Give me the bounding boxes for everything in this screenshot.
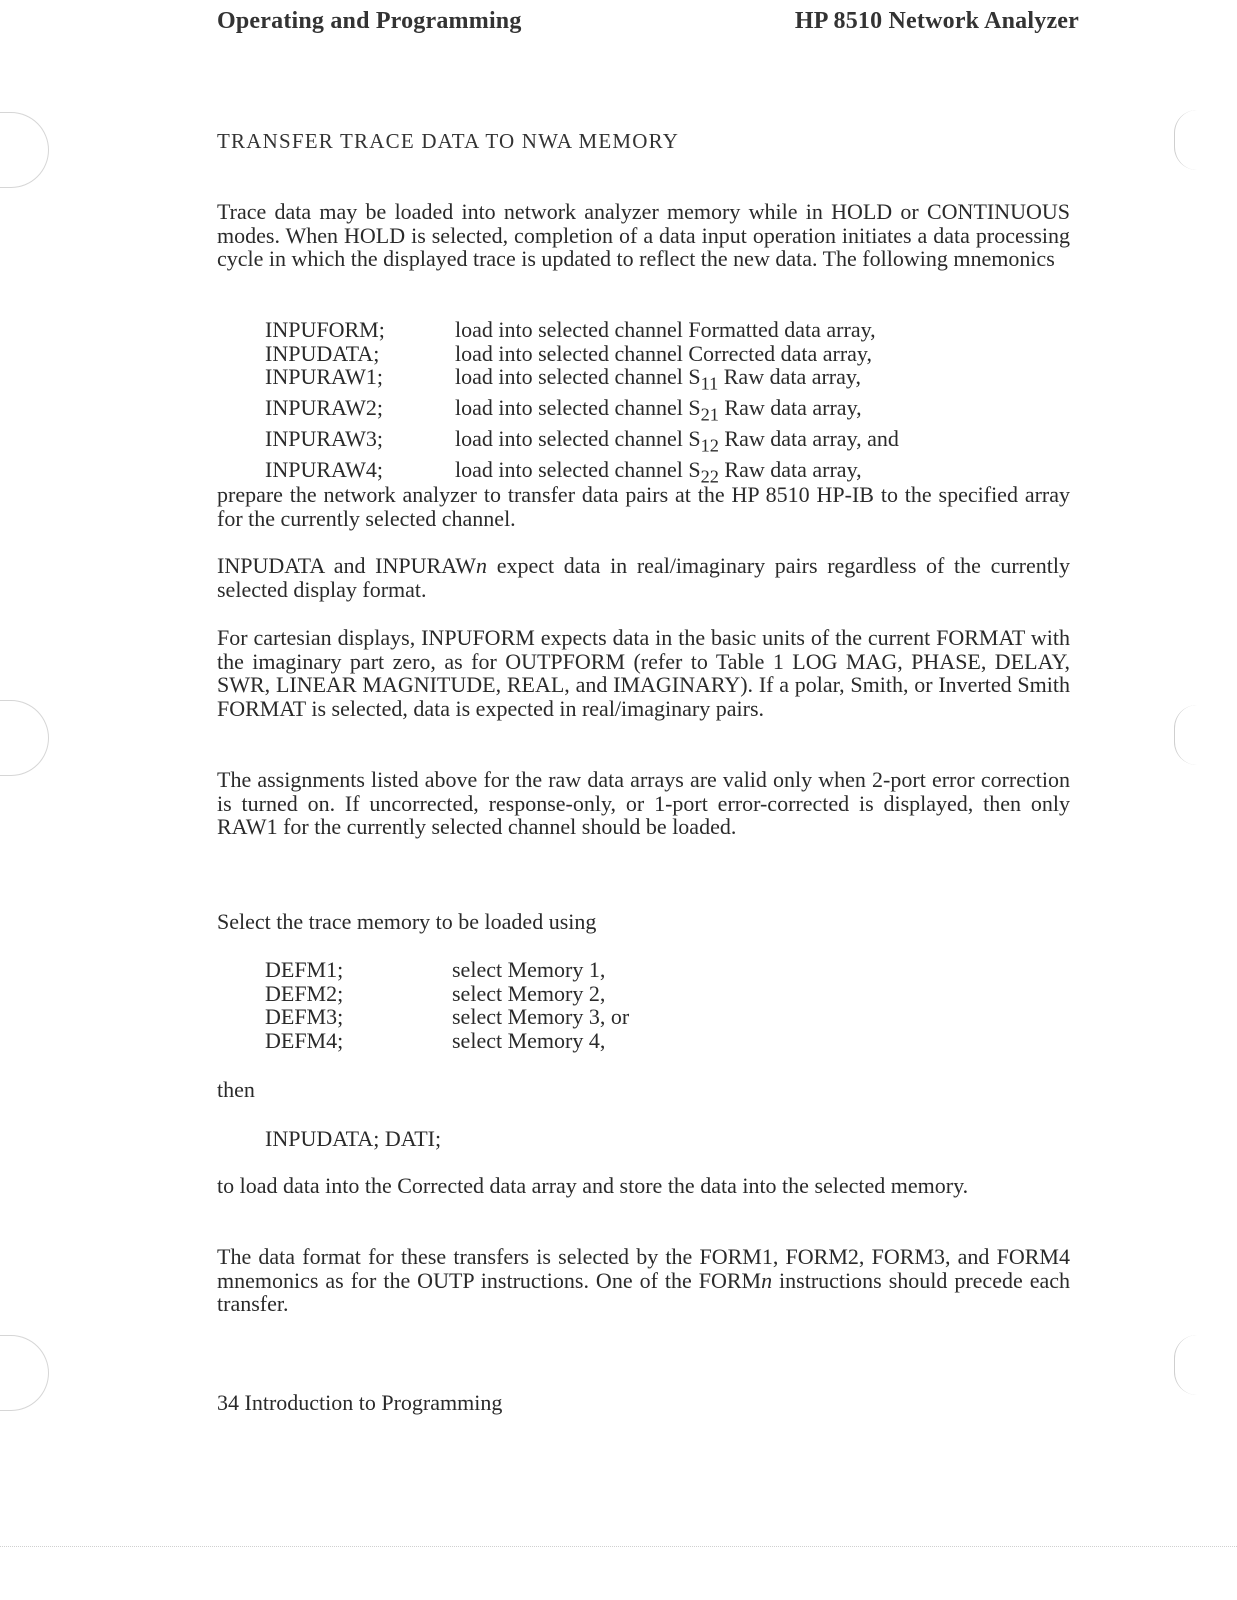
memory-command: DEFM1; [265, 957, 344, 982]
memory-command: DEFM4; [265, 1027, 344, 1053]
cartesian-paragraph: For cartesian displays, INPUFORM expects data in the basic units of the current FORMAT with the imaginary part zero, as for OUTPFORM (refer to Table 1 LOG MAG, PHASE, DELAY, SWR, LINEAR MAGNITUDE, REAL, and IMAGINARY). If a polar, Smith, or Inverted Smith FORMAT is selected, data is expected in real/imaginary pairs. [217, 625, 1070, 721]
select-memory-paragraph: Select the trace memory to be loaded using [217, 909, 597, 934]
command-example: INPUDATA; DATI; [265, 1126, 442, 1151]
mnemonic-command: INPUDATA; [265, 340, 380, 366]
mnemonic-description [455, 427, 899, 458]
mnemonic-row [265, 427, 899, 458]
mnemonic-description [455, 365, 861, 396]
memory-description: select Memory 1, [452, 957, 606, 982]
memory-row [265, 958, 629, 982]
header-left: Operating and Programming [217, 8, 522, 34]
mnemonic-command: INPURAW3; [265, 425, 384, 451]
mnemonic-command: INPURAW2; [265, 394, 384, 420]
s-parameter-subscript: 12 [700, 435, 719, 456]
description-text: load into selected channel S [455, 456, 701, 482]
mnemonic-command: INPURAW1; [265, 364, 384, 389]
mnemonic-row [265, 318, 899, 342]
mnemonic-description: load into selected channel Formatted data array, [455, 317, 876, 342]
punch-hole-top [0, 112, 49, 188]
mnemonic-command: INPURAW4; [265, 456, 384, 482]
memory-row [265, 982, 629, 1006]
description-text: Raw data array, [718, 456, 862, 482]
section-title: TRANSFER TRACE DATA TO NWA MEMORY [217, 129, 680, 153]
memory-row [265, 1029, 629, 1053]
assignments-paragraph: The assignments listed above for the raw data arrays are valid only when 2-port error correction is turned on. If uncorrected, response-only, or 1-port error-corrected is displayed, then only RAW1 for the currently selected channel should be loaded. [217, 767, 1070, 839]
s-parameter-subscript: 22 [700, 466, 719, 487]
memory-row [265, 1005, 629, 1029]
memory-command: DEFM3; [265, 1004, 344, 1029]
description-text: Raw data array, [718, 364, 861, 389]
page-footer: 34 Introduction to Programming [217, 1390, 503, 1415]
punch-hole-middle [0, 700, 49, 776]
scan-edge-dots [0, 1546, 1237, 1547]
s-parameter-subscript: 21 [700, 404, 719, 425]
description-text: Raw data array, and [718, 425, 899, 451]
mnemonic-row [265, 342, 899, 366]
format-paragraph [217, 1245, 1070, 1316]
mnemonic-description [455, 396, 862, 427]
memory-description: select Memory 3, or [452, 1004, 630, 1029]
edge-mark-top [1174, 110, 1197, 170]
mnemonic-row [265, 365, 899, 396]
memory-description: select Memory 2, [452, 980, 606, 1006]
s-parameter-subscript: 11 [700, 373, 719, 394]
prepare-paragraph: prepare the network analyzer to transfer data pairs at the HP 8510 HP-IB to the specified array for the currently selected channel. [217, 482, 1070, 531]
paragraph-text: instructions should precede each transfer. [217, 1267, 1070, 1316]
mnemonic-table [265, 318, 899, 489]
mnemonic-description: load into selected channel Corrected data array, [455, 340, 872, 366]
italic-n: n [476, 553, 488, 578]
memory-command: DEFM2; [265, 980, 344, 1006]
description-text: load into selected channel S [455, 364, 701, 389]
description-text: Raw data array, [718, 394, 862, 420]
italic-n: n [761, 1267, 773, 1293]
paragraph-text: The data format for these transfers is selected by the FORM1, FORM2, FORM3, and FORM4 mnemonics as for the OUTP instructions. One of the FORM [217, 1244, 1070, 1293]
paragraph-text: expect data in real/imaginary pairs regardless of the currently selected display format. [217, 553, 1070, 602]
then-text: then [217, 1077, 255, 1102]
load-paragraph: to load data into the Corrected data array and store the data into the selected memory. [217, 1173, 969, 1198]
mnemonic-command: INPUFORM; [265, 317, 385, 342]
description-text: load into selected channel S [455, 425, 701, 451]
punch-hole-bottom [0, 1335, 49, 1411]
header-right: HP 8510 Network Analyzer [794, 8, 1079, 34]
edge-mark-middle [1174, 705, 1197, 765]
mnemonic-row [265, 396, 899, 427]
inpudata-paragraph [217, 554, 1070, 601]
edge-mark-bottom [1174, 1335, 1197, 1395]
paragraph-text: INPUDATA and INPURAW [217, 553, 477, 578]
intro-paragraph: Trace data may be loaded into network analyzer memory while in HOLD or CONTINUOUS modes. When HOLD is selected, completion of a data input operation initiates a data processing cycle in which the displayed trace is updated to reflect the new data. The following mnemonics [217, 199, 1070, 271]
memory-description: select Memory 4, [452, 1027, 606, 1053]
memory-table [265, 958, 629, 1052]
description-text: load into selected channel S [455, 394, 701, 420]
